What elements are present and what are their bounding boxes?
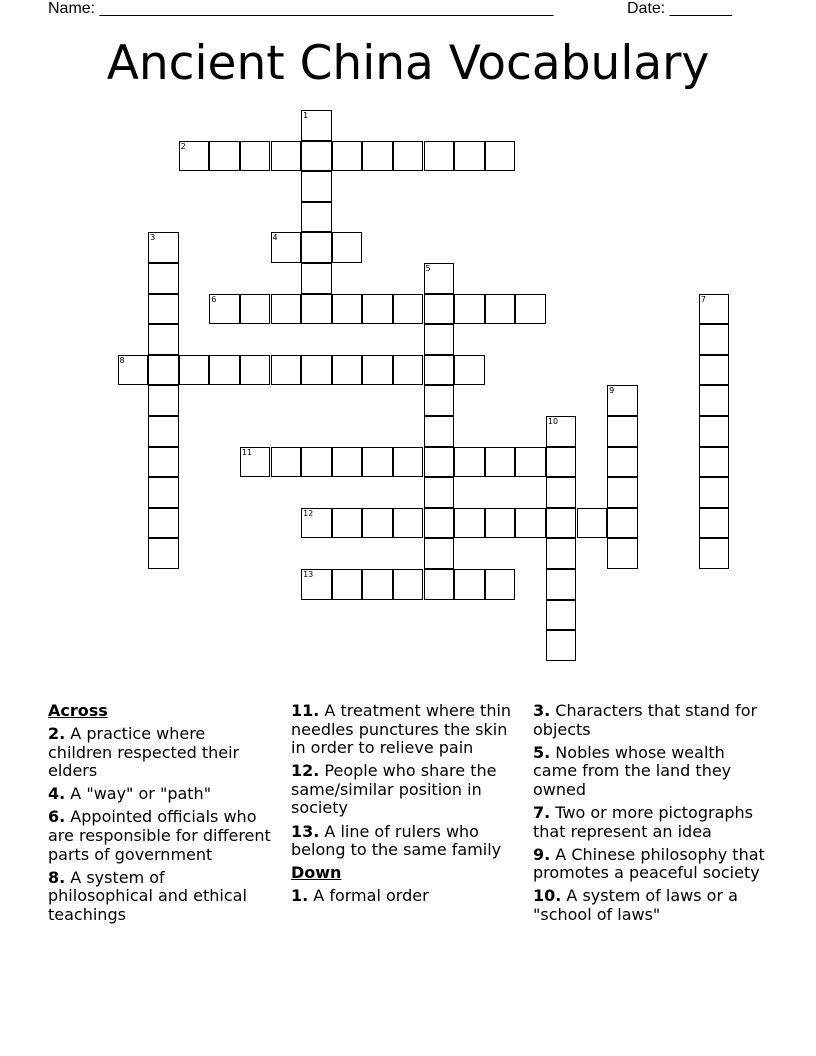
clue-number: 8: [119, 355, 125, 365]
clue-number: 11: [241, 447, 253, 457]
grid-cell[interactable]: [546, 447, 577, 478]
grid-cell[interactable]: [209, 294, 240, 325]
grid-cell[interactable]: [271, 447, 302, 478]
grid-cell[interactable]: [424, 447, 455, 478]
grid-cell[interactable]: [271, 294, 302, 325]
grid-cell[interactable]: [485, 569, 516, 600]
grid-cell[interactable]: [699, 385, 730, 416]
grid-cell[interactable]: [515, 294, 546, 325]
grid-cell[interactable]: [515, 508, 546, 539]
clue-item-number: 12.: [291, 761, 320, 781]
grid-cell[interactable]: [424, 141, 455, 172]
clue-number: 4: [272, 233, 278, 243]
grid-cell[interactable]: [148, 447, 179, 478]
grid-cell[interactable]: [424, 355, 455, 386]
grid-cell[interactable]: [301, 508, 332, 539]
clue-item-text: A line of rulers who belong to the same family: [291, 821, 502, 860]
clue-item-text: People who share the same/similar position in society: [291, 761, 497, 818]
grid-cell[interactable]: [362, 294, 393, 325]
grid-cell[interactable]: [424, 569, 455, 600]
grid-cell[interactable]: [546, 569, 577, 600]
clues-column-2: [291, 702, 523, 905]
grid-cell[interactable]: [332, 447, 363, 478]
grid-cell[interactable]: [362, 569, 393, 600]
grid-cell[interactable]: [271, 141, 302, 172]
grid-cell[interactable]: [393, 569, 424, 600]
grid-cell[interactable]: [148, 324, 179, 355]
clue-item: [291, 887, 523, 906]
clue-item-text: Nobles whose wealth came from the land they owned: [533, 742, 732, 799]
grid-cell[interactable]: [332, 294, 363, 325]
clue-number: 1: [303, 111, 309, 120]
grid-cell[interactable]: [148, 538, 179, 569]
grid-cell[interactable]: [240, 447, 271, 478]
grid-cell[interactable]: [301, 141, 332, 172]
grid-cell[interactable]: [240, 355, 271, 386]
clue-item: [533, 804, 768, 841]
grid-cell[interactable]: [424, 416, 455, 447]
clue-item: [533, 887, 768, 924]
grid-cell[interactable]: [301, 569, 332, 600]
clue-item-number: 10.: [533, 886, 562, 906]
clue-item-text: Two or more pictographs that represent an idea: [533, 802, 754, 841]
grid-cell[interactable]: [148, 263, 179, 294]
clue-item-number: 7.: [533, 802, 551, 822]
grid-cell[interactable]: [424, 263, 455, 294]
grid-cell[interactable]: [607, 538, 638, 569]
grid-cell[interactable]: [179, 355, 210, 386]
grid-cell[interactable]: [393, 294, 424, 325]
grid-cell[interactable]: [485, 447, 516, 478]
grid-cell[interactable]: [148, 508, 179, 539]
clue-item-text: A practice where children respected their elders: [48, 724, 240, 781]
clue-item: [48, 785, 273, 804]
clue-item-text: A "way" or "path": [65, 784, 212, 804]
clues-column-1: [48, 702, 273, 925]
grid-cell[interactable]: [271, 355, 302, 386]
grid-cell[interactable]: [393, 508, 424, 539]
date-field-label[interactable]: Date: _______: [627, 0, 732, 17]
grid-cell[interactable]: [148, 294, 179, 325]
clue-item-number: 13.: [291, 821, 320, 841]
grid-cell[interactable]: [424, 538, 455, 569]
grid-cell[interactable]: [332, 569, 363, 600]
clue-number: 9: [609, 386, 615, 396]
clue-item-text: A formal order: [308, 885, 429, 905]
grid-cell[interactable]: [332, 141, 363, 172]
grid-cell[interactable]: [362, 447, 393, 478]
grid-cell[interactable]: [301, 202, 332, 233]
grid-cell[interactable]: [301, 447, 332, 478]
across-heading: Across: [48, 701, 108, 720]
clue-item-number: 6.: [48, 807, 66, 827]
grid-cell[interactable]: [424, 508, 455, 539]
grid-cell[interactable]: [607, 477, 638, 508]
grid-cell[interactable]: [699, 294, 730, 325]
grid-cell[interactable]: [271, 232, 302, 263]
grid-cell[interactable]: [179, 141, 210, 172]
clue-item: [291, 823, 523, 860]
clue-item: [48, 808, 273, 864]
grid-cell[interactable]: [362, 141, 393, 172]
clue-item-number: 8.: [48, 867, 66, 887]
clue-item-number: 3.: [533, 701, 551, 720]
grid-cell[interactable]: [301, 294, 332, 325]
grid-cell[interactable]: [485, 294, 516, 325]
clue-item-number: 9.: [533, 844, 551, 864]
grid-cell[interactable]: [301, 232, 332, 263]
grid-cell[interactable]: [485, 508, 516, 539]
clue-number: 7: [700, 294, 706, 304]
grid-cell[interactable]: [699, 477, 730, 508]
grid-cell[interactable]: [607, 416, 638, 447]
grid-cell[interactable]: [424, 294, 455, 325]
grid-cell[interactable]: [393, 141, 424, 172]
grid-cell[interactable]: [301, 355, 332, 386]
clue-item-number: 5.: [533, 742, 551, 762]
grid-cell[interactable]: [546, 477, 577, 508]
grid-cell[interactable]: [515, 447, 546, 478]
grid-cell[interactable]: [393, 355, 424, 386]
clue-number: 13: [303, 570, 314, 579]
clue-item-text: A system of laws or a "school of laws": [533, 886, 738, 924]
grid-cell[interactable]: [454, 569, 485, 600]
clue-item-text: A treatment where thin needles punctures the skin in order to relieve pain: [291, 701, 512, 758]
grid-cell[interactable]: [240, 141, 271, 172]
grid-cell[interactable]: [699, 447, 730, 478]
grid-cell[interactable]: [118, 355, 149, 386]
clue-number: 10: [547, 417, 559, 426]
grid-cell[interactable]: [209, 355, 240, 386]
grid-cell[interactable]: [485, 141, 516, 172]
grid-cell[interactable]: [332, 508, 363, 539]
clue-item-number: 2.: [48, 724, 66, 744]
grid-cell[interactable]: [148, 232, 179, 263]
grid-cell[interactable]: [577, 508, 608, 539]
clues-column-3: [533, 702, 768, 925]
clue-item-text: Characters that stand for objects: [533, 701, 758, 739]
name-field-label[interactable]: Name: ___________________________________________________: [48, 0, 554, 17]
clue-item: [533, 702, 768, 739]
grid-cell[interactable]: [424, 477, 455, 508]
clue-item: [48, 725, 273, 781]
grid-cell[interactable]: [546, 416, 577, 447]
grid-cell[interactable]: [699, 355, 730, 386]
grid-cell[interactable]: [148, 416, 179, 447]
grid-cell[interactable]: [699, 538, 730, 569]
grid-cell[interactable]: [546, 508, 577, 539]
grid-cell[interactable]: [699, 508, 730, 539]
grid-cell[interactable]: [240, 294, 271, 325]
clue-item-number: 11.: [291, 701, 320, 720]
clue-item-text: Appointed officials who are responsible for different parts of government: [48, 807, 271, 864]
grid-cell[interactable]: [699, 416, 730, 447]
grid-cell[interactable]: [301, 110, 332, 141]
clue-item: [48, 869, 273, 925]
clue-item: [291, 762, 523, 818]
clue-item: [533, 846, 768, 883]
grid-cell[interactable]: [699, 324, 730, 355]
grid-cell[interactable]: [332, 355, 363, 386]
grid-cell[interactable]: [454, 294, 485, 325]
grid-cell[interactable]: [148, 385, 179, 416]
grid-cell[interactable]: [148, 477, 179, 508]
down-heading: Down: [291, 862, 342, 882]
grid-cell[interactable]: [546, 538, 577, 569]
clue-number: 2: [180, 141, 186, 151]
grid-cell[interactable]: [209, 141, 240, 172]
clue-item-text: A system of philosophical and ethical teachings: [48, 867, 247, 924]
grid-cell[interactable]: [362, 508, 393, 539]
grid-cell[interactable]: [454, 141, 485, 172]
grid-cell[interactable]: [148, 355, 179, 386]
grid-cell[interactable]: [301, 263, 332, 294]
clue-item-number: 4.: [48, 784, 66, 804]
grid-cell[interactable]: [607, 508, 638, 539]
grid-cell[interactable]: [546, 630, 577, 661]
clue-number: 5: [425, 264, 431, 273]
grid-cell[interactable]: [546, 600, 577, 631]
grid-cell[interactable]: [424, 324, 455, 355]
grid-cell[interactable]: [607, 385, 638, 416]
grid-cell[interactable]: [454, 355, 485, 386]
clue-item-number: 1.: [291, 885, 309, 905]
clue-number: 3: [150, 233, 156, 243]
clue-item: [533, 744, 768, 800]
grid-cell[interactable]: [424, 385, 455, 416]
grid-cell[interactable]: [454, 447, 485, 478]
grid-cell[interactable]: [454, 508, 485, 539]
page-title: Ancient China Vocabulary: [106, 36, 710, 91]
grid-cell[interactable]: [362, 355, 393, 386]
clue-item: [291, 702, 523, 758]
clue-number: 12: [303, 508, 314, 518]
clue-item-text: A Chinese philosophy that promotes a peaceful society: [533, 844, 765, 883]
grid-cell[interactable]: [301, 171, 332, 202]
grid-cell[interactable]: [332, 232, 363, 263]
grid-cell[interactable]: [607, 447, 638, 478]
grid-cell[interactable]: [393, 447, 424, 478]
clue-number: 6: [211, 294, 217, 304]
